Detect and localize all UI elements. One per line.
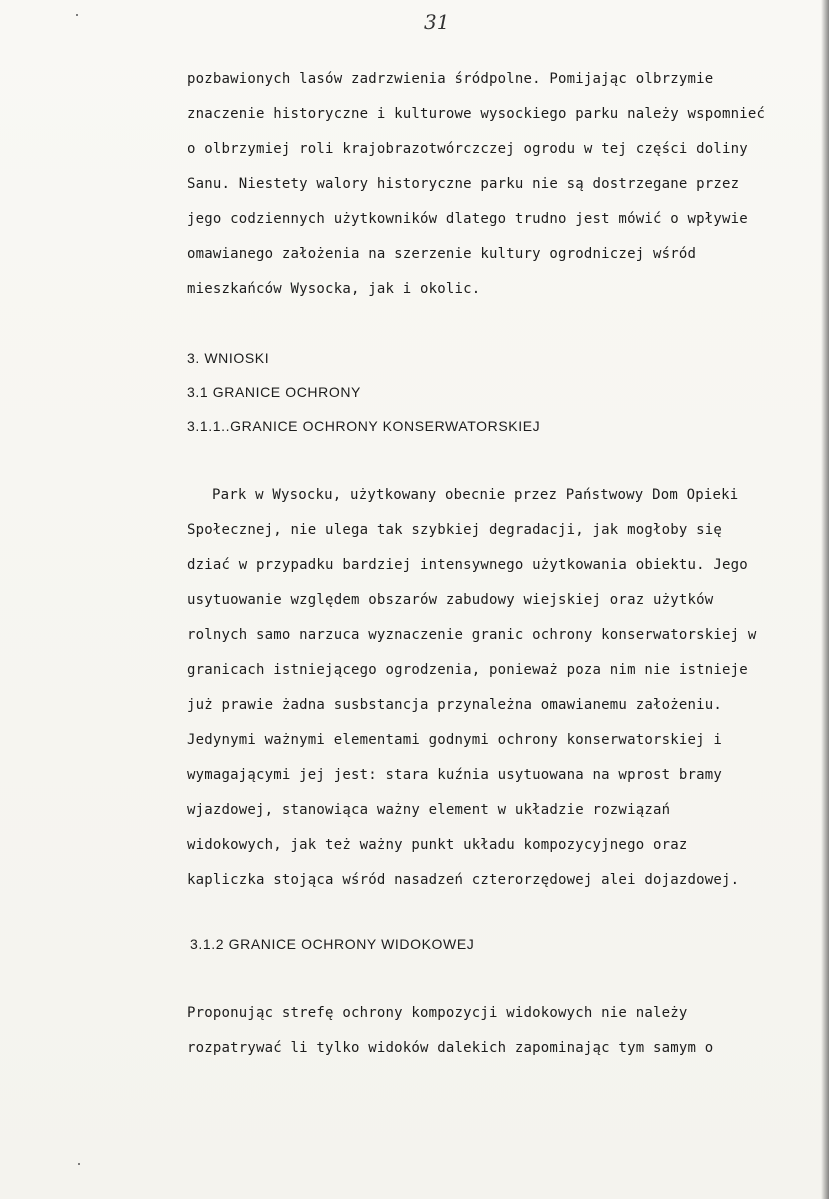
- paragraph2-line: kapliczka stojąca wśród nasadzeń czterorzędowej alei dojazdowej.: [187, 872, 740, 888]
- paragraph2-line: granicach istniejącego ogrodzenia, ponieważ poza nim nie istnieje: [187, 662, 748, 678]
- heading-ochrony-widokowej: 3.1.2 GRANICE OCHRONY WIDOKOWEJ: [190, 936, 475, 952]
- paragraph1-line: jego codziennych użytkowników dlatego trudno jest mówić o wpływie: [187, 211, 748, 227]
- paragraph2-line: wymagającymi jej jest: stara kuźnia usytuowana na wprost bramy: [187, 767, 722, 783]
- paragraph3-line: rozpatrywać li tylko widoków dalekich zapominając tym samym o: [187, 1040, 714, 1056]
- paragraph1-line: o olbrzymiej roli krajobrazotwórczczej ogrodu w tej części doliny: [187, 141, 748, 157]
- heading-wnioski: 3. WNIOSKI: [187, 350, 270, 366]
- heading-granice-ochrony: 3.1 GRANICE OCHRONY: [187, 384, 361, 400]
- scan-speck: [76, 14, 78, 16]
- scan-speck: [78, 1163, 80, 1165]
- paragraph1-line: omawianego założenia na szerzenie kultury ogrodniczej wśród: [187, 246, 697, 262]
- page-number: 31: [424, 10, 450, 34]
- paragraph2-line: rolnych samo narzuca wyznaczenie granic ochrony konserwatorskiej w: [187, 627, 757, 643]
- paragraph2-line: wjazdowej, stanowiąca ważny element w układzie rozwiązań: [187, 802, 671, 818]
- paragraph2-line: dziać w przypadku bardziej intensywnego użytkowania obiektu. Jego: [187, 557, 748, 573]
- paragraph3-line: Proponując strefę ochrony kompozycji widokowych nie należy: [187, 1005, 688, 1021]
- paragraph1-line: mieszkańców Wysocka, jak i okolic.: [187, 281, 481, 297]
- paragraph2-line: widokowych, jak też ważny punkt układu kompozycyjnego oraz: [187, 837, 688, 853]
- paragraph2-line: usytuowanie względem obszarów zabudowy wiejskiej oraz użytków: [187, 592, 714, 608]
- paragraph1-line: Sanu. Niestety walory historyczne parku nie są dostrzegane przez: [187, 176, 740, 192]
- paragraph1-line: znaczenie historyczne i kulturowe wysockiego parku należy wspomnieć: [187, 106, 766, 122]
- scan-edge-shadow: [821, 0, 829, 1199]
- paragraph1-line: pozbawionych lasów zadrzwienia śródpolne. Pomijając olbrzymie: [187, 71, 714, 87]
- paragraph2-line: już prawie żadna susbstancja przynależna omawianemu założeniu.: [187, 697, 722, 713]
- paragraph2-line: Jedynymi ważnymi elementami godnymi ochrony konserwatorskiej i: [187, 732, 722, 748]
- paragraph2-line: Park w Wysocku, użytkowany obecnie przez Państwowy Dom Opieki: [212, 487, 739, 503]
- paragraph2-line: Społecznej, nie ulega tak szybkiej degradacji, jak mogłoby się: [187, 522, 722, 538]
- heading-ochrony-konserwatorskiej: 3.1.1..GRANICE OCHRONY KONSERWATORSKIEJ: [187, 418, 541, 434]
